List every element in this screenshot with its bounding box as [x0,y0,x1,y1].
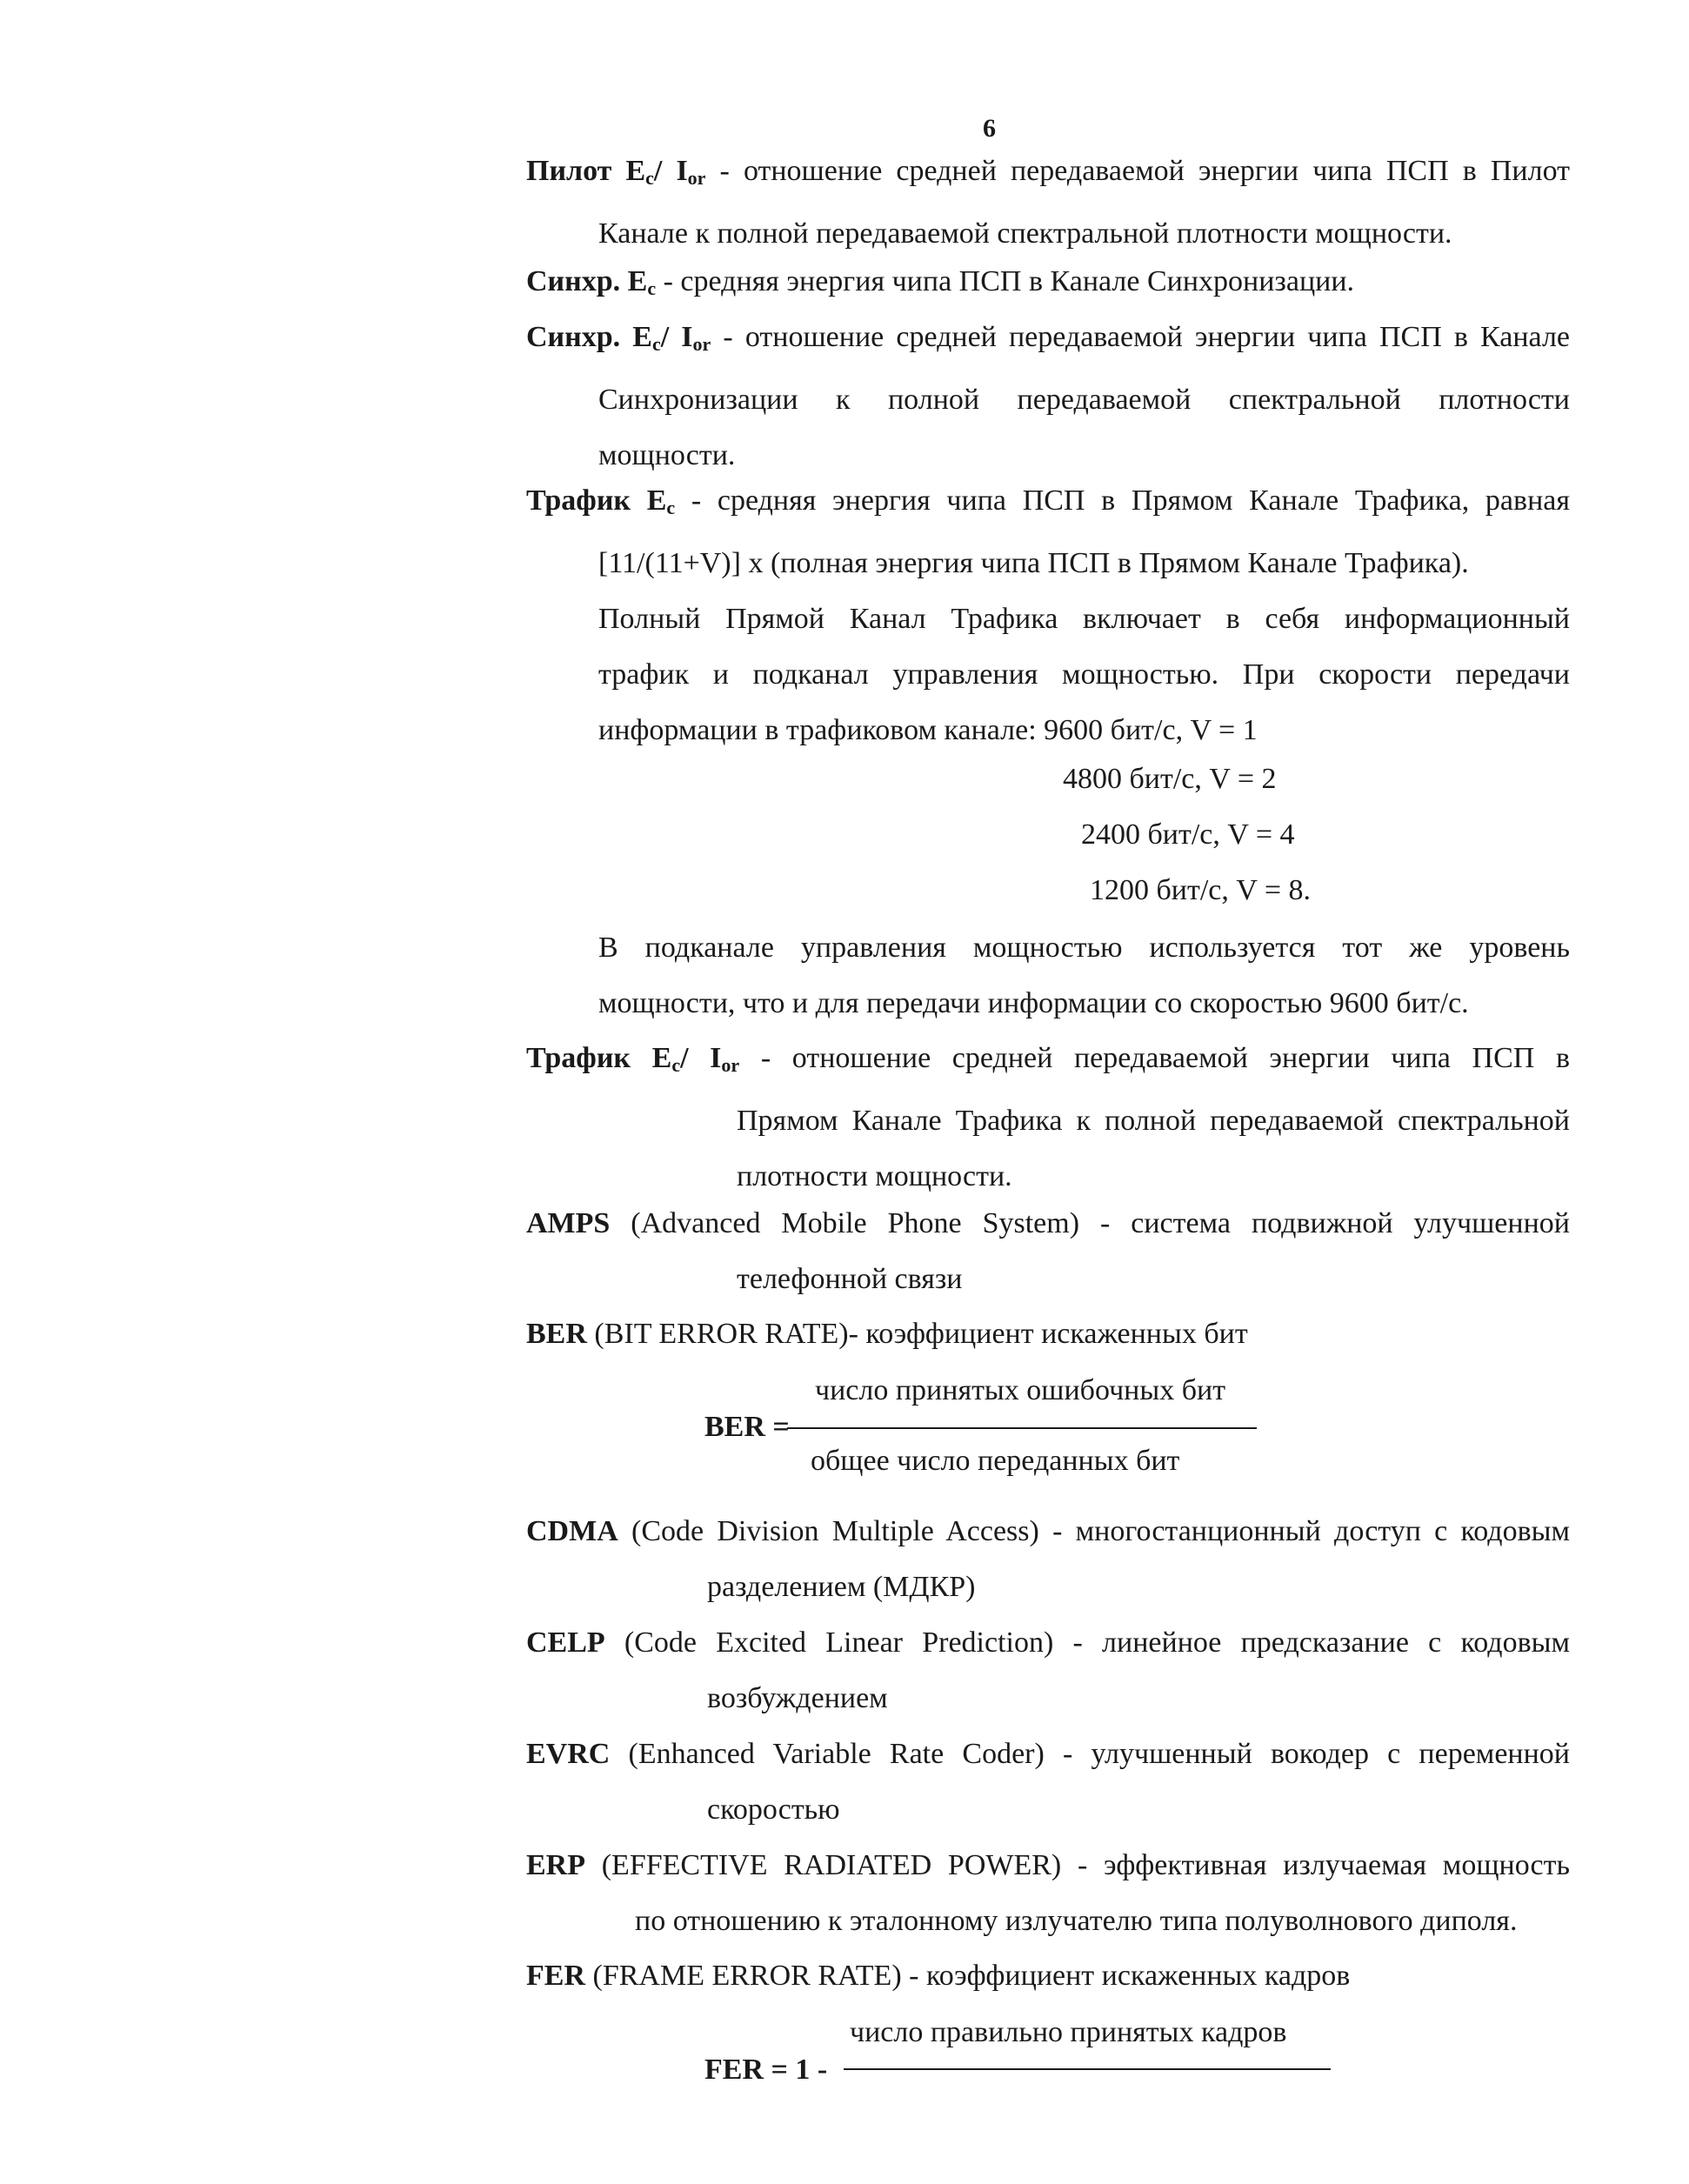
entry-line: ERP (EFFECTIVE RADIATED POWER) - эффективная излучаемая мощность [526,1849,1570,1881]
term-amps: AMPS [526,1207,611,1239]
entry-celp [526,1615,1570,1726]
entry-fer [526,1948,1570,2004]
term-cdma: CDMA [526,1515,618,1547]
entry-line: Синхр. $E_c/$ $I_{or}$ - отношение средней передаваемой энергии чипа ПСП в Канале [526,321,1571,355]
entry-sync-ec [526,254,1570,317]
entry-line: Синхр. $E_c$ - средняя энергия чипа ПСП в Канале Синхронизации. [526,265,1355,299]
term-ber: BER [526,1318,587,1350]
entry-line: разделением (МДКР) [707,1571,976,1603]
entry-line: [11/(11+V)] x (полная энергия чипа ПСП в Прямом Канале Трафика). [598,547,1469,579]
entry-line: CELP (Code Excited Linear Prediction) - линейное предсказание с кодовым [526,1626,1570,1659]
ber-numerator: число принятых ошибочных бит [815,1374,1226,1406]
entry-line: по отношению к эталонному излучателю типа полуволнового диполя. [635,1905,1518,1937]
entry-evrc [526,1726,1570,1838]
term-celp: CELP [526,1626,605,1659]
term-evrc: EVRC [526,1738,611,1770]
entry-line: мощности, что и для передачи информации со скоростью 9600 бит/с. [598,987,1469,1019]
ber-formula-lhs: BER = [704,1411,790,1443]
entry-line: информации в трафиковом канале: 9600 бит/с, V = 1 [598,714,1258,746]
entry-line: возбуждением [707,1682,888,1714]
entry-ber [526,1306,1570,1362]
entry-pilot-ec-ior [526,144,1570,262]
entry-line: EVRC (Enhanced Variable Rate Coder) - улучшенный вокодер с переменной [526,1738,1570,1770]
fer-numerator: число правильно принятых кадров [850,2016,1287,2048]
term-erp: ERP [526,1849,585,1881]
fer-fraction-bar [844,2068,1331,2070]
page-number: 6 [983,114,996,143]
entry-line: мощности. [598,439,736,471]
term-sync-ec: Синхр. $E_c$ [526,265,657,299]
entry-amps [526,1196,1570,1307]
term-traffic-ec-ior: Трафик $E_c/$ $I_{or}$ [526,1042,740,1076]
entry-line: В подканале управления мощностью используется тот же уровень [598,932,1570,964]
ber-fraction-bar [787,1427,1257,1429]
entry-line: Пилот $E_c/$ $I_{or}$ - отношение средней передаваемой энергии чипа ПСП в Пилот [526,155,1570,189]
entry-line: BER (BIT ERROR RATE)- коэффициент искаженных бит [526,1318,1248,1350]
entry-line: Трафик $E_c/$ $I_{or}$ - отношение средней передаваемой энергии чипа ПСП в [526,1042,1570,1076]
entry-line: FER (FRAME ERROR RATE) - коэффициент искаженных кадров [526,1960,1351,1992]
entry-line: Синхронизации к полной передаваемой спектральной плотности [598,384,1570,416]
term-sync-ec-ior: Синхр. $E_c/$ $I_{or}$ [526,321,711,355]
fer-formula-lhs: FER = 1 - [704,2054,828,2086]
entry-line: Канале к полной передаваемой спектральной плотности мощности. [598,217,1452,250]
entry-line: CDMA (Code Division Multiple Access) - многостанционный доступ с кодовым [526,1515,1571,1547]
entry-line: Трафик $E_c$ - средняя энергия чипа ПСП в Прямом Канале Трафика, равная [526,484,1570,518]
entry-line: Прямом Канале Трафика к полной передаваемой спектральной [737,1105,1570,1137]
entry-cdma [526,1504,1570,1615]
entry-line: AMPS (Advanced Mobile Phone System) - система подвижной улучшенной [526,1207,1570,1239]
entry-traffic-ec-ior [526,1031,1570,1205]
entry-line: телефонной связи [737,1263,963,1295]
term-fer: FER [526,1960,585,1992]
entry-sync-ec-ior [526,310,1570,484]
entry-line: Полный Прямой Канал Трафика включает в себя информационный [598,603,1570,635]
term-pilot-ec-ior: Пилот $E_c/$ $I_{or}$ [526,155,706,189]
entry-traffic-ec [526,473,1570,758]
rate-line: 4800 бит/с, V = 2 [1063,763,1277,795]
entry-line: трафик и подканал управления мощностью. При скорости передачи [598,658,1570,691]
paragraph-power-subchannel [598,920,1570,1032]
entry-line: плотности мощности. [737,1160,1012,1192]
entry-line: скоростью [707,1793,840,1826]
term-traffic-ec: Трафик $E_c$ [526,484,676,518]
rate-line: 1200 бит/с, V = 8. [1090,874,1312,906]
entry-erp [526,1838,1570,1949]
ber-denominator: общее число переданных бит [811,1445,1180,1477]
rate-line: 2400 бит/с, V = 4 [1081,818,1295,851]
